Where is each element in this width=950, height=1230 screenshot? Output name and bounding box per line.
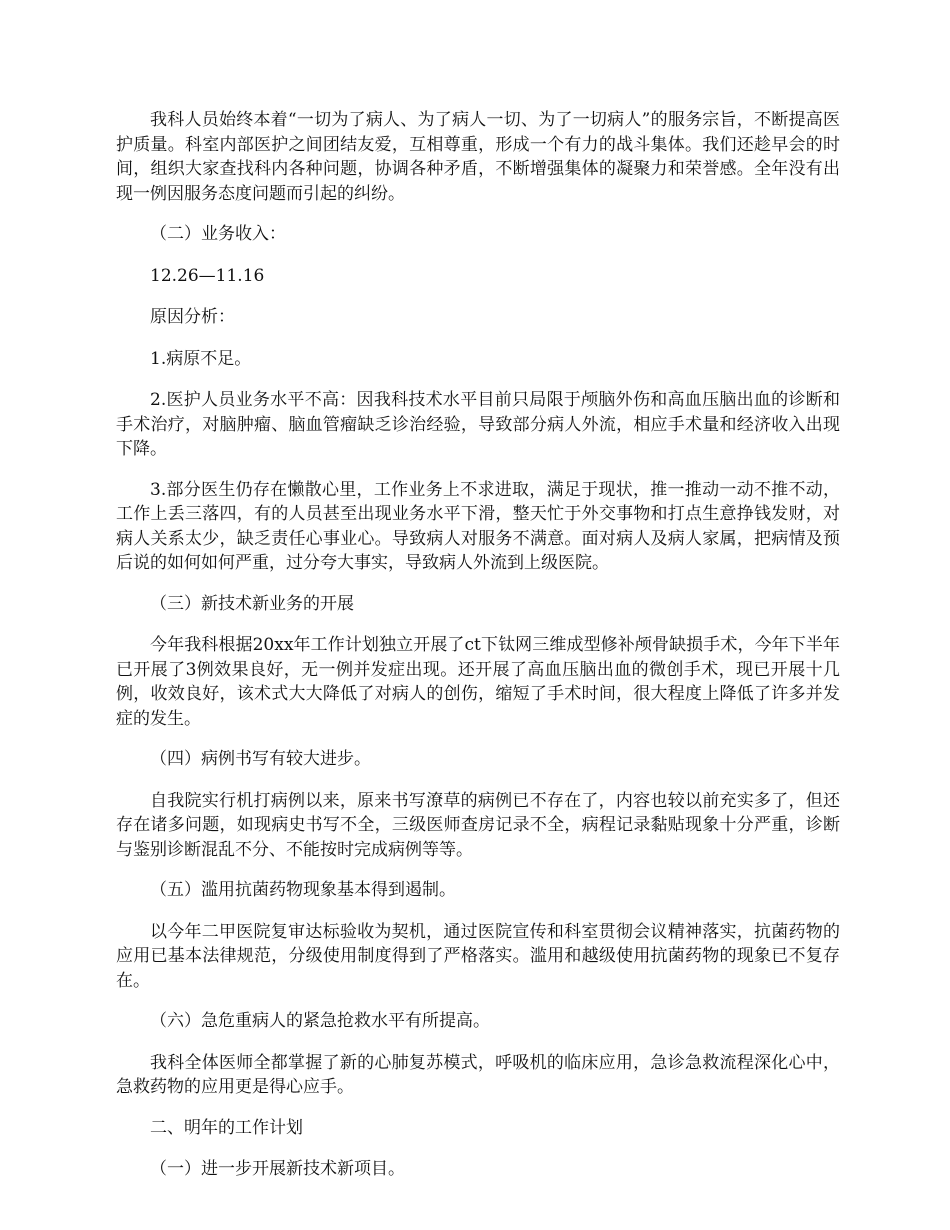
heading-business-income: （二）业务收入： — [150, 224, 286, 244]
heading-case-writing: （四）病例书写有较大进步。 — [150, 749, 371, 769]
heading-emergency-rescue: （六）急危重病人的紧急抢救水平有所提高。 — [150, 1011, 490, 1031]
heading-new-technology: （三）新技术新业务的开展 — [150, 593, 354, 614]
paragraph-case-writing: 自我院实行机打病例以来，原来书写潦草的病例已不存在了，内容也较以前充实多了，但还存在诸多问题，如现病史书写不全，三级医师查房记录不全，病程记录黏贴现象十分严重，诊断与鉴别诊断混乱不分、不能按时完成病例等等。 — [116, 790, 840, 860]
heading-plan-item-1: （一）进一步开展新技术新项目。 — [150, 1159, 405, 1179]
cause-item-2: 2.医护人员业务水平不高：因我科技术水平目前只局限于颅脑外伤和高血压脑出血的诊断和手术治疗，对脑肿瘤、脑血管瘤缺乏诊治经验，导致部分病人外流，相应手术量和经济收入出现下降。 — [116, 390, 840, 459]
paragraph-antibiotics: 以今年二甲医院复审达标验收为契机，通过医院宣传和科室贯彻会议精神落实，抗菌药物的应用已基本法律规范，分级使用制度得到了严格落实。滥用和越级使用抗菌药物的现象已不复存在。 — [116, 921, 840, 991]
heading-cause-analysis: 原因分析： — [150, 307, 235, 327]
date-range: 12.26—11.16 — [150, 265, 265, 286]
paragraph-new-technology: 今年我科根据20xx年工作计划独立开展了ct下钛网三维成型修补颅骨缺损手术，今年下半年已开展了3例效果良好，无一例并发症出现。还开展了高血压脑出血的微创手术，现已开展十几例，收效良好，该术式大大降低了对病人的创伤，缩短了手术时间，很大程度上降低了许多并发症的发生。 — [116, 635, 840, 729]
heading-antibiotics: （五）滥用抗菌药物现象基本得到遏制。 — [150, 880, 456, 900]
cause-item-1: 1.病原不足。 — [150, 348, 252, 369]
paragraph-emergency-rescue: 我科全体医师全都掌握了新的心肺复苏模式，呼吸机的临床应用，急诊急救流程深化心中，急救药物的应用更是得心应手。 — [116, 1052, 840, 1097]
paragraph-service-purpose: 我科人员始终本着“一切为了病人、为了病人一切、为了一切病人”的服务宗旨，不断提高医护质量。科室内部医护之间团结友爱，互相尊重，形成一个有力的战斗集体。我们还趁早会的时间，组织大家查找科内各种问题，协调各种矛盾，不断增强集体的凝聚力和荣誉感。全年没有出现一例因服务态度问题而引起的纠纷。 — [116, 110, 840, 204]
cause-item-3: 3.部分医生仍存在懒散心里，工作业务上不求进取，满足于现状，推一推动一动不推不动，工作上丢三落四，有的人员甚至出现业务水平下滑，整天忙于外交事物和打点生意挣钱发财，对病人关系太少，缺乏责任心事业心。导致病人对服务不满意。面对病人及病人家属，把病情及预后说的如何如何严重，过分夸大事实，导致病人外流到上级医院。 — [116, 479, 840, 573]
heading-next-year-plan: 二、明年的工作计划 — [150, 1117, 303, 1138]
document-body — [116, 108, 840, 1199]
